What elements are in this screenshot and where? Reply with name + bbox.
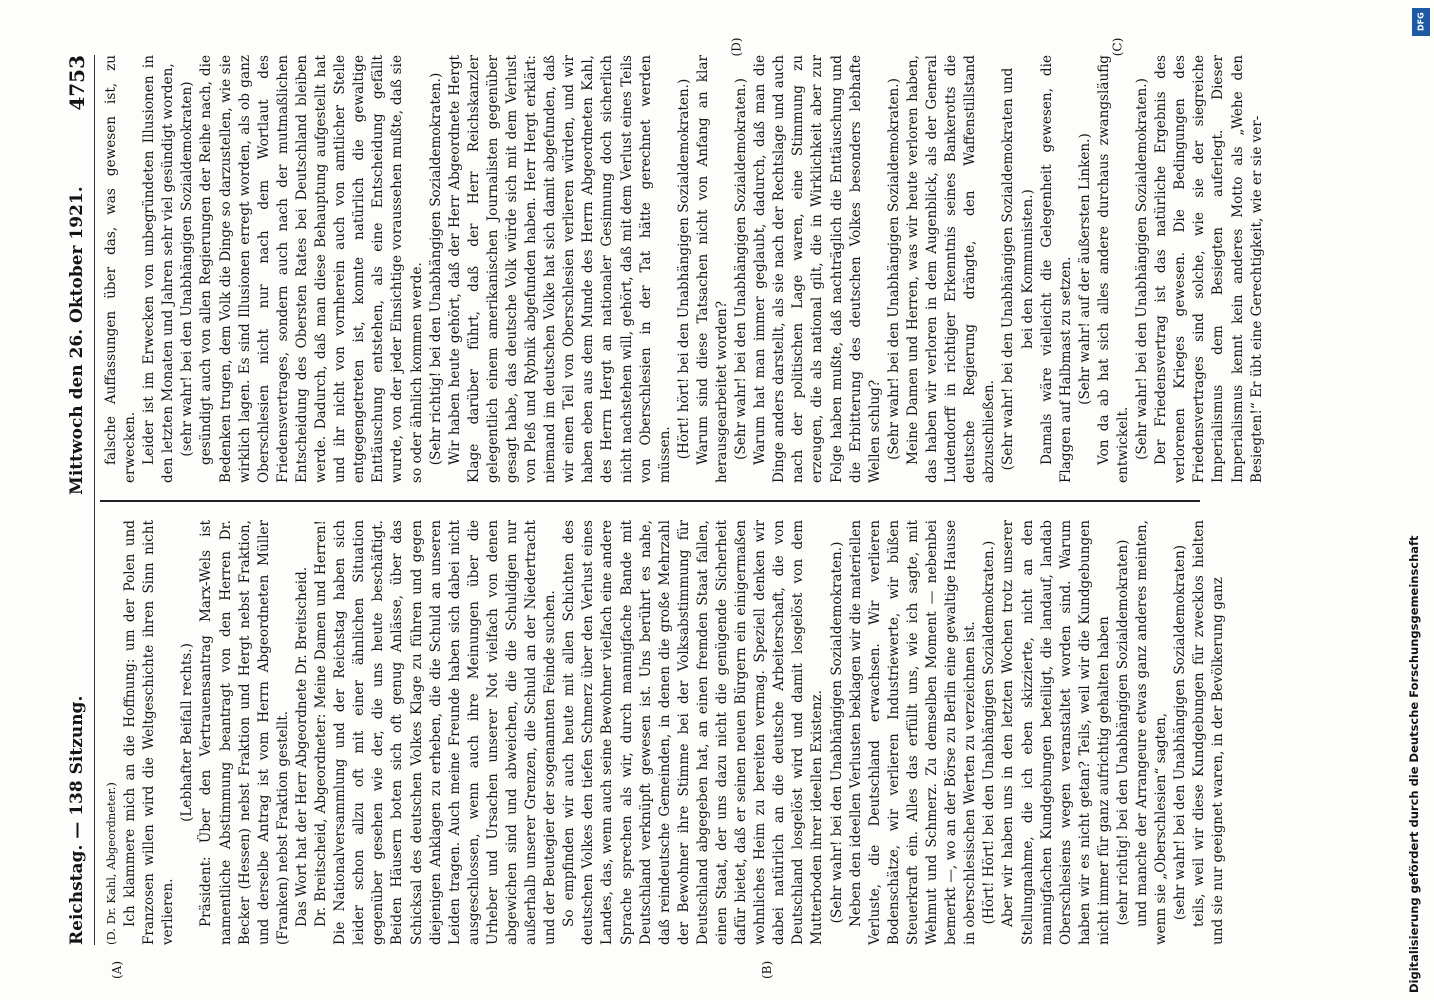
right-column — [102, 55, 1265, 483]
digitization-credit: Digitalisierung gefördert durch die Deutsche Forschungsgemeinschaft — [1407, 535, 1421, 993]
left_column-paragraph: Aber wir haben uns in den letzten Wochen trotz unserer Stellungnahme, die ich eben skizzierte, nicht an den mannigfachen Kundgebungen beteiligt, die landauf, landab Oberschlesiens wegen veranstaltet worden sind. Warum haben wir es nicht getan? Teils, weil wir die Kundgebungen nicht immer für ganz aufrichtig gehalten haben — [1000, 520, 1112, 945]
digitization-sidebar — [1405, 8, 1429, 1000]
right_column-paragraph: Warum hat man immer geglaubt, dadurch, daß man die Dinge anders darstellt, als sie nach der Rechtslage und auch nach der politischen Lage waren, eine Stimmung zu erzeugen, die als national gilt, die in Wirklichkeit aber zur Folge haben mußte, daß nachträglich die Enttäuschung und die Erbitterung des deutschen Volkes besonders lebhafte Wellen schlug? — [752, 55, 883, 483]
left_column-paragraph: Präsident: Über den Vertrauensantrag Marx-Wels ist namentliche Abstimmung beantragt von den Herren Dr. Becker (Hessen) nebst Fraktion und Hergt nebst Fraktion, und derselbe Antrag ist vom Herrn Abgeordneten Müller (Franken) nebst Fraktion gestellt. — [198, 520, 291, 945]
page-header — [60, 55, 95, 945]
left_column-paragraph: So empfinden wir auch heute mit allen Schichten des deutschen Volkes den tiefen Schmerz über den Verlust eines Landes, das, wenn auch seine Bewohner vielfach eine andere Sprache sprechen als wir, durch mannigfache Bande mit Deutschland verknüpft gewesen ist. Uns berührt es nahe, daß reindeutsche Gemeinden, in denen die große Mehrzahl der Bewohner ihre Stimme bei der Volksabstimmung für Deutschland abgegeben hat, an einen fremden Staat fallen, einen Staat, der uns dazu nicht die genügende Sicherheit dafür bietet, daß er seinen neuen Bürgern ein einigermaßen wohnliches Heim zu bereiten vermag. Speziell denken wir dabei natürlich an die deutsche Arbeiterschaft, die von Deutschland losgelöst wird und damit losgelöst von dem Mutterboden ihrer ideellen Existenz. — [561, 520, 826, 945]
left_column-paragraph: teils, weil wir diese Kundgebungen für zwecklos hielten und sie nur geeignet waren, in der Bevölkerung ganz — [1191, 520, 1227, 945]
header-date: Mittwoch den 26. Oktober 1921. — [67, 186, 87, 495]
left_column-paragraph: (Hört! Hört! bei den Unabhängigen Sozialdemokraten.) — [981, 540, 998, 925]
right_column-paragraph: Wir haben heute gehört, daß der Herr Abgeordnete Hergt Klage darüber führt, daß der Herr Reichskanzler gelegentlich einem amerikanischen Journalisten gegenüber gesagt habe, das deutsche Volk würde sich mit dem Verlust von Pleß und Rybnik abgefunden haben. Herr Hergt erklärt: niemand im deutschen Volke hat sich damit abgefunden, daß wir einen Teil von Oberschlesien verlieren würden, und wir haben eben aus dem Munde des Herrn Abgeordneten Kahl, des Herrn Hergt an nationaler Gesinnung doch sicherlich nicht nachstehen will, gehört, daß mit dem Verlust eines Teils von Oberschlesien in der Tat hätte gerechnet werden müssen. — [446, 55, 673, 483]
left_column-paragraph: (sehr richtig! bei den Unabhängigen Sozialdemokraten) — [1114, 539, 1131, 926]
right_column-paragraph: Von da ab hat sich alles andere durchaus zwangsläufig entwickelt. — [1095, 55, 1131, 483]
left_column-paragraph: Ich klammere mich an die Hoffnung: um der Polen und Franzosen willen wird die Weltgeschichte ihren Sinn nicht verlieren. — [122, 520, 177, 945]
margin-letter-c: (C) — [1110, 37, 1125, 57]
right_column-paragraph: (Sehr wahr! bei den Unabhängigen Sozialdemokraten.) — [885, 78, 902, 460]
right_column-paragraph: (Hört! hört! bei den Unabhängigen Sozialdemokraten.) — [675, 78, 692, 460]
margin-letter-d: (D) — [729, 37, 744, 57]
dfg-logo: DFG — [1412, 8, 1430, 36]
left_column-paragraph: (Sehr wahr! bei den Unabhängigen Sozialdemokraten.) — [828, 541, 845, 924]
right_column-paragraph: gesündigt auch von allen Regierungen der Reihe nach, die Bedenken trugen, dem Volk die Dinge so darzustellen, wie sie wirklich lagen. Es sind Illusionen erregt worden, als ob ganz Oberschlesien nicht nur nach dem Wortlaut des Friedensvertrages, sondern auch nach der mutmaßlichen Entscheidung des Obersten Rates bei Deutschland bleiben werde. Dadurch, daß man diese Behauptung aufgestellt hat und ihr nicht von vornherein auch von amtlicher Stelle entgegengetreten ist, konnte natürlich die gewaltige Enttäuschung entstehen, als eine Entscheidung gefällt wurde, von der jeder Einsichtige voraussehen mußte, daß sie so oder ähnlich kommen werde. — [198, 55, 425, 483]
margin-letter-b: (B) — [760, 960, 774, 979]
right_column-paragraph: (Sehr wahr! bei den Unabhängigen Sozialdemokraten und bei den Kommunisten.) — [1000, 67, 1036, 471]
left_column-paragraph: (D. Dr. Kahl, Abgeordneter.) — [104, 782, 118, 945]
rotated-page-content — [60, 55, 1265, 979]
left_column-paragraph: (sehr wahr! bei den Unabhängigen Sozialdemokraten) — [1172, 544, 1189, 921]
header-session: Reichstag. — 138 Sitzung. — [67, 695, 87, 945]
page-number: 4753 — [65, 55, 89, 111]
right_column-paragraph: Leider ist im Erwecken von unbegründeten Illusionen in den letzten Monaten und Jahren sehr viel gesündigt worden, — [141, 55, 177, 483]
right_column-paragraph: (Sehr wahr! bei den Unabhängigen Sozialdemokraten.) — [733, 78, 750, 460]
right_column-paragraph: Der Friedensvertrag ist das natürliche Ergebnis des verlorenen Krieges gewesen. Die Bedingungen des Friedensvertrages sind solche, wie sie der siegreiche Imperialismus dem Besiegten auferlegt. Dieser Imperialismus kennt kein anderes Motto als „Wehe den Besiegten!“ Er übt eine Gerechtigkeit, wie er sie ver- — [1153, 55, 1265, 483]
margin-letter-a: (A) — [110, 960, 124, 979]
left_column-paragraph: Das Wort hat der Herr Abgeordnete Dr. Breitscheid. — [293, 566, 310, 927]
left-column — [102, 520, 1227, 945]
right_column-paragraph: (Sehr wahr! auf der äußersten Linken.) — [1076, 133, 1093, 405]
left_column-paragraph: Neben den ideellen Verlusten beklagen wir die materiellen Verluste, die Deutschland erwachsen. Wir verlieren Bodenschätze, wir verlieren Industriewerte, wir büßen Steuerkraft ein. Alles das erfüllt uns, wie ich sagte, mit Wehmut und Schmerz. Zu demselben Moment — nebenbei bemerkt —, wo an der Börse zu Berlin eine gewaltige Hausse in oberschlesischen Werten zu verzeichnen ist. — [847, 520, 979, 945]
right_column-paragraph: Warum sind diese Tatsachen nicht von Anfang an klar herausgearbeitet worden? — [694, 55, 730, 483]
right_column-paragraph: falsche Auffassungen über das, was gewesen ist, zu erwecken. — [103, 55, 139, 483]
right_column-paragraph: (Sehr richtig! bei den Unabhängigen Sozialdemokraten.) — [427, 72, 444, 466]
column-divider — [100, 500, 1200, 502]
right_column-paragraph: (Sehr wahr! bei den Unabhängigen Sozialdemokraten.) — [1134, 78, 1151, 460]
left_column-paragraph: und manche der Arrangeure etwas ganz anderes meinten, wenn sie „Oberschlesien“ sagten, — [1134, 520, 1170, 945]
right_column-paragraph: Damals wäre vielleicht die Gelegenheit gewesen, die Flaggen auf Halbmast zu setzen. — [1038, 55, 1074, 483]
left_column-paragraph: (Lebhafter Beifall rechts.) — [179, 643, 196, 822]
right_column-paragraph: (sehr wahr! bei den Unabhängigen Sozialdemokraten) — [179, 81, 196, 457]
left_column-paragraph: Dr. Breitscheid, Abgeordneter: Meine Damen und Herren! Die Nationalversammlung und der Reichstag haben sich leider schon allzu oft mit einer ähnlichen Situation gegenüber gesehen wie der, die uns heute beschäftigt. Beiden Häusern boten sich oft genug Anlässe, über das Schicksal des deutschen Volkes Klage zu führen und gegen diejenigen Anklagen zu erheben, die die Schuld an unseren Leiden tragen. Auch meine Freunde haben sich dabei nicht ausgeschlossen, wenn auch ihre Meinungen über die Urheber und Ursachen unserer Not vielfach von denen abgewichen sind und abweichen, die die Schuldigen nur außerhalb unserer Grenzen, die Schuld an der Niedertracht und der Beutegier der sogenannten Feinde suchen. — [313, 520, 559, 945]
right_column-paragraph: Meine Damen und Herren, was wir heute verloren haben, das haben wir verloren in dem Augenblick, als der General Ludendorff in richtiger Erkenntnis seines Bankerotts die deutsche Regierung drängte, den Waffenstillstand abzuschließen. — [904, 55, 998, 483]
